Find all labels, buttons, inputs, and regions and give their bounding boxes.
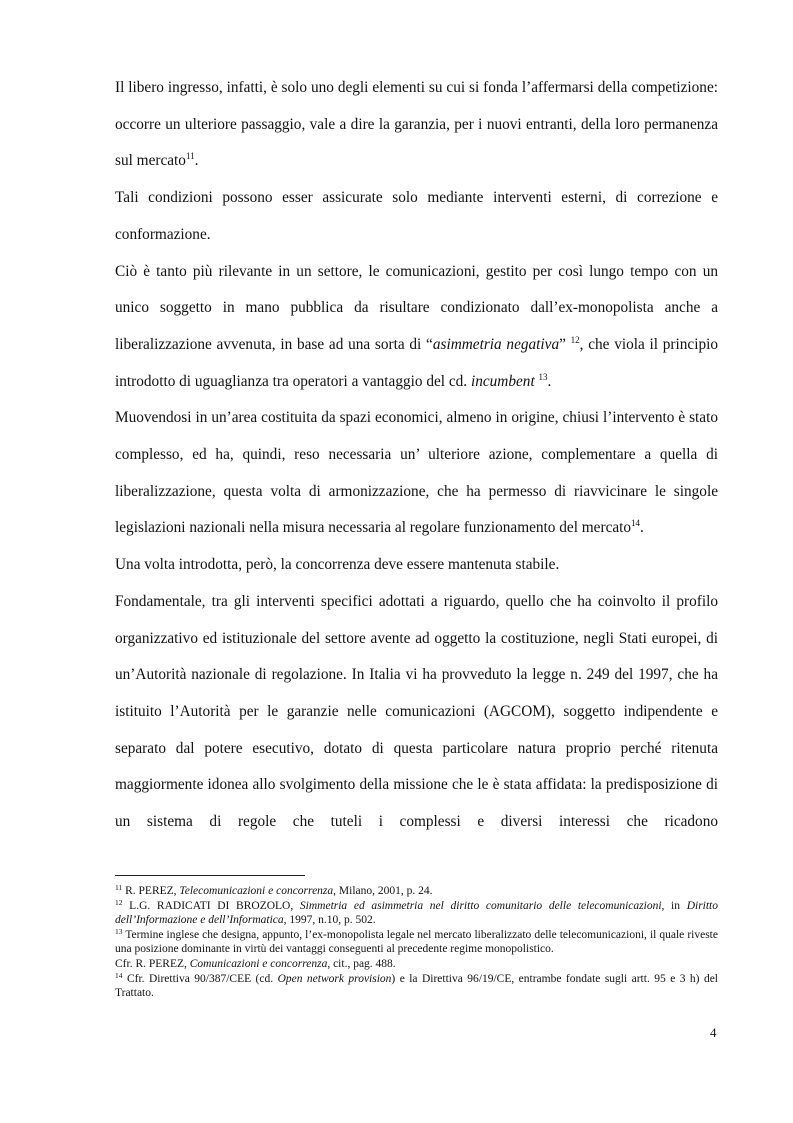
paragraph-5: Una volta introdotta, però, la concorrenza deve essere mantenuta stabile. — [115, 556, 560, 574]
footnote-italic: Simmetria ed asimmetria nel diritto comunitario delle telecomunicazioni — [299, 899, 662, 912]
footnote-text: Cfr. Direttiva 90/387/CEE (cd. — [122, 972, 278, 985]
paragraph-text: . — [640, 519, 644, 537]
paragraph-2: Tali condizioni possono esser assicurate solo mediante interventi esterni, di correzione e conformazione. — [115, 189, 718, 243]
page-number: 4 — [710, 1025, 717, 1040]
footnote-italic: Open network provision — [277, 972, 392, 985]
italic-term: asimmetria negativa — [432, 335, 560, 353]
paragraph-text: Ciò è tanto più rilevante in un settore, le comunicazioni, gestito per così lungo tempo con un unico soggetto in mano pubblica da risultare condizionato dall’ex-monopolista anche a liberalizzazione avvenuta, in base ad una sorta di “ — [115, 262, 718, 353]
footnote-ref-14[interactable]: 14 — [631, 518, 641, 529]
footnote-number: 11 — [115, 883, 123, 892]
footnote-number: 14 — [115, 970, 123, 980]
footnote-number: 12 — [115, 897, 123, 907]
main-text — [115, 70, 718, 841]
paragraph-6: Fondamentale, tra gli interventi specifici adottati a riguardo, quello che ha coinvolto il profilo organizzativo ed istituzionale del settore avente ad oggetto la costituzione, negli Stati europei, di un’Autorità nazionale di regolazione. In Italia vi ha provveduto la legge n. 249 del 1997, che ha istituito l’Autorità per le garanzie nelle comunicazioni (AGCOM), soggetto indipendente e separato dal potere esecutivo, dotato di questa particolare natura proprio perché ritenuta maggiormente idonea allo svolgimento della missione che le è stata affidata: la predisposizione di un sistema di regole che tuteli i complessi e diversi interessi che ricadono — [115, 592, 718, 831]
footnote-13 — [115, 928, 718, 957]
paragraph-text: . — [547, 372, 552, 390]
footnote-ref-12[interactable]: 12 — [570, 334, 580, 345]
paragraph-text: . — [194, 152, 199, 170]
footnote-italic: Comunicazioni e concorrenza — [189, 957, 328, 970]
footnote-ref-11[interactable]: 11 — [185, 151, 195, 162]
footnote-separator — [115, 875, 305, 876]
footnote-text: , cit., pag. 488. — [327, 957, 396, 970]
footnote-text: , Milano, 2001, p. 24. — [333, 885, 433, 897]
footnote-number: 13 — [115, 926, 123, 936]
footnote-11 — [115, 884, 718, 899]
footnote-13-continued — [115, 957, 718, 972]
paragraph-4 — [115, 400, 718, 547]
footnote-text: , 1997, n.10, p. 502. — [283, 914, 376, 927]
paragraph-1 — [115, 70, 718, 180]
italic-term: incumbent — [470, 372, 535, 390]
footnote-text: Cfr. R. PEREZ, — [115, 957, 190, 970]
footnote-text: ) e la Direttiva 96/19/CE, entrambe fondate sugli artt. 95 e 3 h) del Trattato. — [115, 972, 718, 1000]
footnotes — [115, 884, 718, 1001]
footnote-text: , in — [661, 899, 687, 912]
paragraph-text: , che viola il principio introdotto di uguaglianza tra operatori a vantaggio del cd. — [115, 335, 718, 390]
footnote-ref-13[interactable]: 13 — [538, 371, 548, 382]
footnote-text: Termine inglese che designa, appunto, l’ex-monopolista legale nel mercato liberalizzato delle telecomunicazioni, il quale riveste una posizione dominante in virtù dei vantaggi conseguenti al precedente regime monopolistico. — [115, 928, 718, 956]
footnote-italic: Diritto dell’Informazione e dell’Informatica — [115, 899, 718, 927]
footnote-italic: Telecomunicazioni e concorrenza — [179, 885, 334, 897]
paragraph-text: Il libero ingresso, infatti, è solo uno degli elementi su cui si fonda l’affermarsi della competizione: occorre un ulteriore passaggio, vale a dire la garanzia, per i nuovi entranti, della loro permanenza sul mercato — [115, 79, 718, 170]
footnote-14 — [115, 972, 718, 1001]
paragraph-3 — [115, 254, 718, 401]
footnote-12 — [115, 899, 718, 928]
footnote-text: L.G. RADICATI DI BROZOLO, — [122, 899, 300, 912]
paragraph-text: Muovendosi in un’area costituita da spazi economici, almeno in origine, chiusi l’intervento è stato complesso, ed ha, quindi, reso necessaria un’ ulteriore azione, complementare a quella di liberalizzazione, questa volta di armonizzazione, che ha permesso di riavvicinare le singole legislazioni nazionali nella misura necessaria al regolare funzionamento del mercato — [115, 409, 718, 537]
paragraph-text: ” — [559, 335, 571, 353]
footnote-text: R. PEREZ, — [122, 885, 180, 897]
